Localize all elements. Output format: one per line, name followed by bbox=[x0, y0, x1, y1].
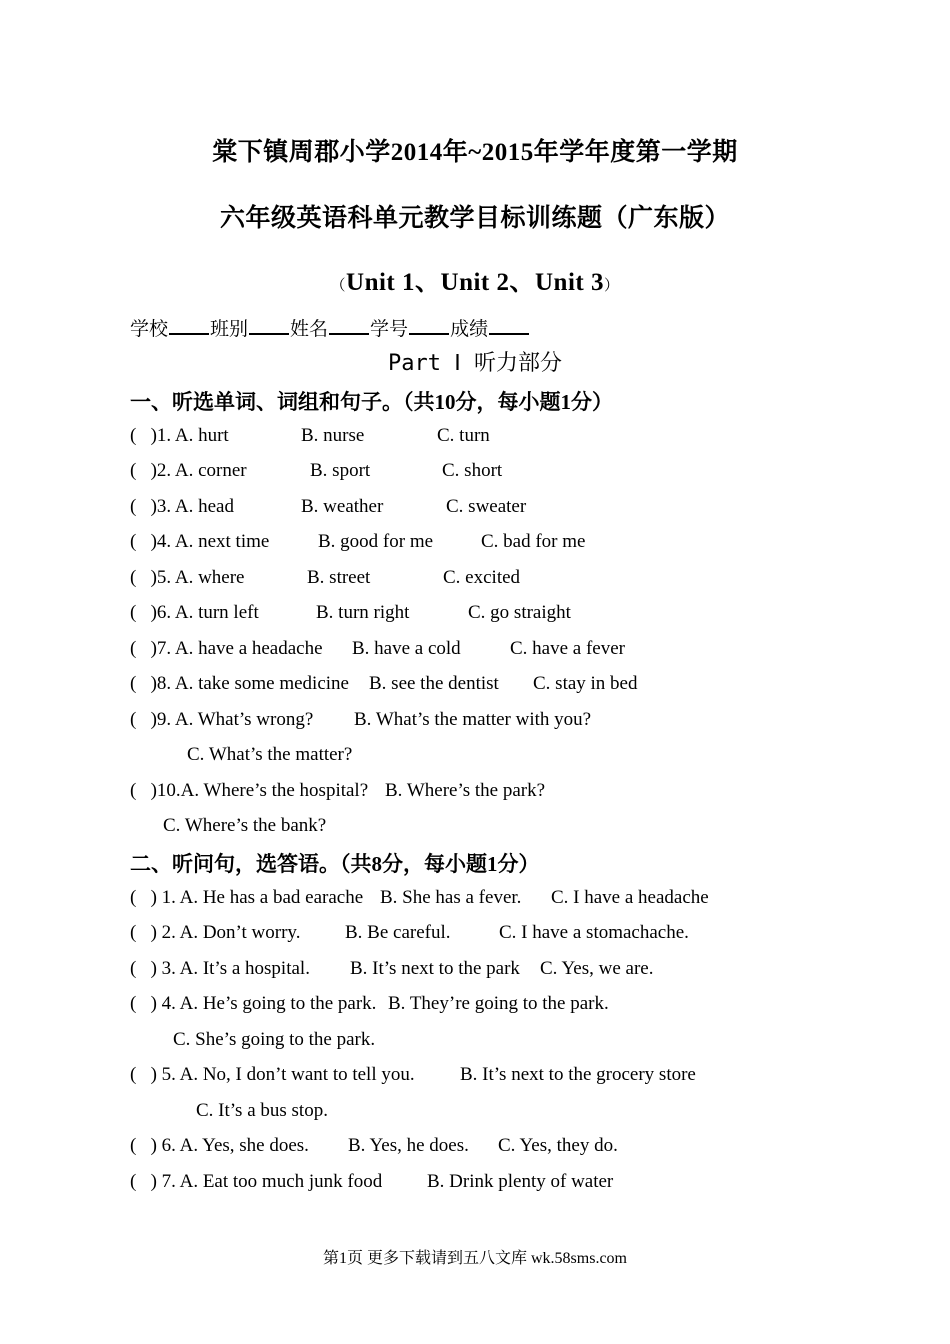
document-subtitle: 六年级英语科单元教学目标训练题（广东版） bbox=[219, 205, 730, 232]
s1-question-3: ( )3. A. head B. weather C. sweater bbox=[130, 496, 527, 517]
section2-heading: 二、听问句，选答语。（共8分，每小题1分） bbox=[130, 852, 540, 876]
s1-question-4: ( )4. A. next time B. good for me C. bad for me bbox=[130, 531, 586, 552]
part1-heading: Part Ⅰ 听力部分 bbox=[388, 351, 562, 376]
s2-question-3: ( ) 3. A. It’s a hospital. B. It’s next to the park C. Yes, we are. bbox=[130, 958, 654, 979]
s1-question-8: ( )8. A. take some medicine B. see the dentist C. stay in bed bbox=[130, 673, 638, 694]
s2-question-5: ( ) 5. A. No, I don’t want to tell you. B. It’s next to the grocery store bbox=[130, 1064, 696, 1085]
s2-question-5-c: C. It’s a bus stop. bbox=[196, 1100, 328, 1121]
info-school-label: 学校 bbox=[130, 319, 169, 340]
info-score-label: 成绩 bbox=[450, 319, 489, 340]
document-title: 棠下镇周郡小学2014年~2015年学年度第一学期 bbox=[212, 139, 738, 166]
name-blank[interactable] bbox=[329, 317, 369, 335]
info-number-label: 学号 bbox=[370, 319, 409, 340]
page-footer: 第1页 更多下载请到五八文库 wk.58sms.com bbox=[322, 1250, 627, 1267]
s1-question-1: ( )1. A. hurt B. nurse C. turn bbox=[130, 425, 490, 446]
section1-heading: 一、听选单词、词组和句子。（共10分，每小题1分） bbox=[130, 390, 613, 414]
s2-question-4: ( ) 4. A. He’s going to the park. B. They’re going to the park. bbox=[130, 993, 609, 1014]
s1-question-9-c: C. What’s the matter? bbox=[187, 744, 353, 765]
score-blank[interactable] bbox=[489, 317, 529, 335]
units-line: （Unit 1、Unit 2、Unit 3） bbox=[330, 269, 620, 296]
s1-question-9: ( )9. A. What’s wrong? B. What’s the matter with you? bbox=[130, 709, 592, 730]
s2-question-1: ( ) 1. A. He has a bad earache B. She has a fever. C. I have a headache bbox=[130, 887, 709, 908]
units-text: Unit 1、Unit 2、Unit 3 bbox=[346, 269, 604, 296]
s2-question-2: ( ) 2. A. Don’t worry. B. Be careful. C. I have a stomachache. bbox=[130, 922, 689, 943]
s1-question-5: ( )5. A. where B. street C. excited bbox=[130, 567, 521, 588]
student-info-line bbox=[130, 314, 530, 341]
s1-question-7: ( )7. A. have a headache B. have a cold C. have a fever bbox=[130, 638, 625, 659]
s1-question-2: ( )2. A. corner B. sport C. short bbox=[130, 460, 503, 481]
s1-question-10-c: C. Where’s the bank? bbox=[163, 815, 327, 836]
school-blank[interactable] bbox=[169, 317, 209, 335]
number-blank[interactable] bbox=[409, 317, 449, 335]
info-class-label: 班别 bbox=[210, 319, 249, 340]
s1-question-10: ( )10.A. Where’s the hospital? B. Where’s the park? bbox=[130, 780, 546, 801]
s2-question-6: ( ) 6. A. Yes, she does. B. Yes, he does. C. Yes, they do. bbox=[130, 1135, 618, 1156]
class-blank[interactable] bbox=[249, 317, 289, 335]
s2-question-7: ( ) 7. A. Eat too much junk food B. Drink plenty of water bbox=[130, 1171, 614, 1192]
s2-question-4-c: C. She’s going to the park. bbox=[173, 1029, 376, 1050]
info-name-label: 姓名 bbox=[290, 319, 329, 340]
s1-question-6: ( )6. A. turn left B. turn right C. go straight bbox=[130, 602, 571, 623]
